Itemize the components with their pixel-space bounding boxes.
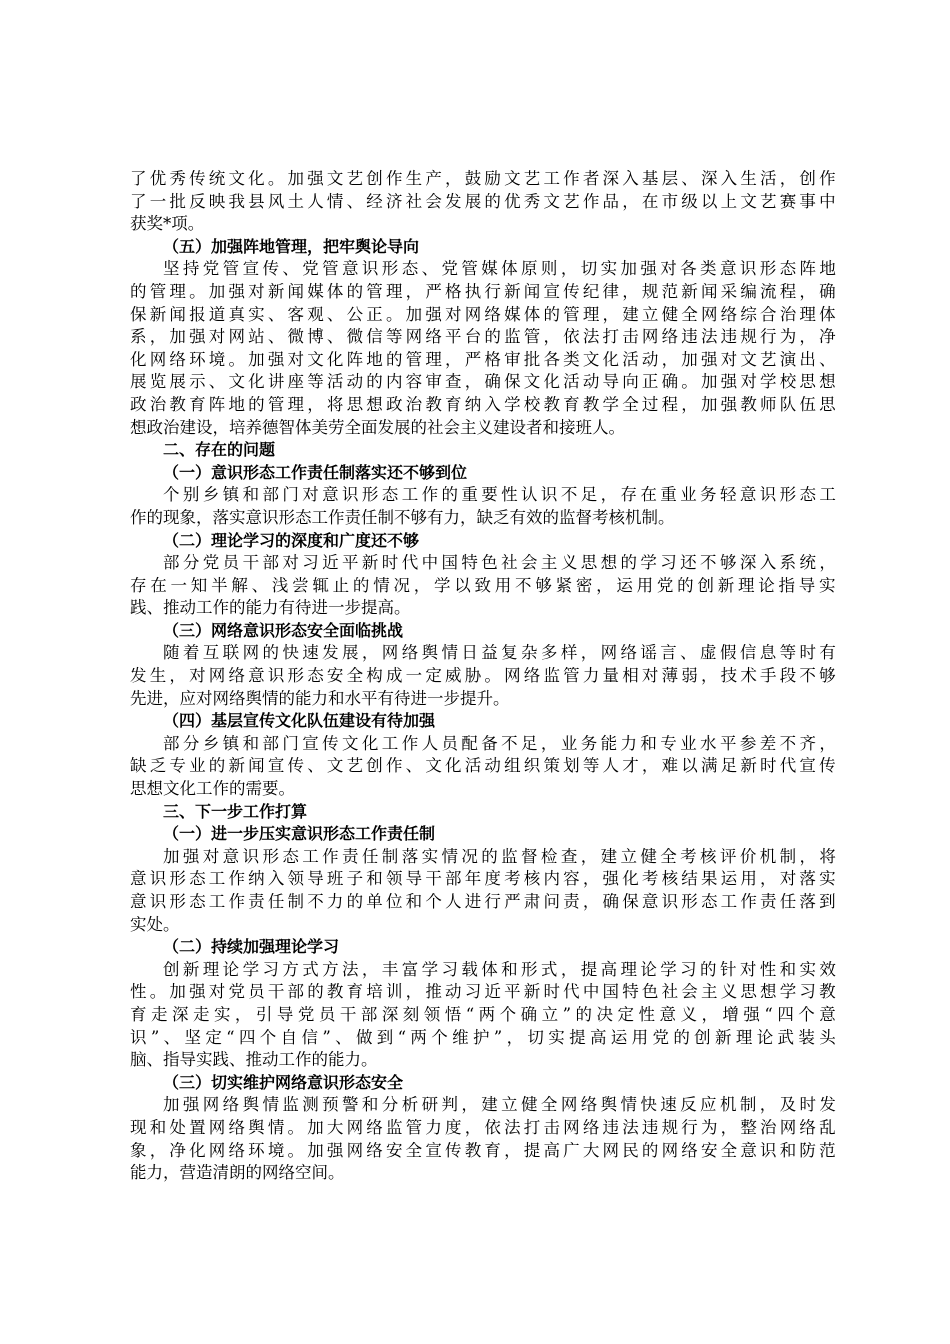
section-heading: （三）网络意识形态安全面临挑战 [163, 620, 404, 640]
section-heading: （三）切实维护网络意识形态安全 [163, 1072, 404, 1092]
section-heading: （二）持续加强理论学习 [163, 937, 340, 957]
paragraph-line: 随 着 互 联 网 的 快 速 发 展 ， 网 络 舆 情 日 益 复 杂 多 样 ， 网 络 谣 言 、 虚 假 信 息 等 时 有 [163, 643, 836, 663]
paragraph-line: 性 。 加 强 对 党 员 干 部 的 教 育 培 训 ， 推 动 习 近 平 新 时 代 中 国 特 色 社 会 主 义 思 想 学 习 教 [130, 982, 836, 1002]
paragraph-line: 能力，营造清朗的网络空间。 [130, 1163, 345, 1183]
paragraph-line: 坚 持 党 管 宣 传 、 党 管 意 识 形 态 、 党 管 媒 体 原 则 ， 切 实 加 强 对 各 类 意 识 形 态 阵 地 [163, 259, 836, 279]
paragraph-line: 缺 乏 专 业 的 新 闻 宣 传 、 文 艺 创 作 、 文 化 活 动 组 织 策 划 等 人 才 ， 难 以 满 足 新 时 代 宣 传 [130, 756, 836, 776]
paragraph-line: 保 新 闻 报 道 真 实 、 客 观 、 公 正 。 加 强 对 网 络 媒 体 的 管 理 ， 建 立 健 全 网 络 综 合 治 理 体 [130, 304, 836, 324]
paragraph-line: 创 新 理 论 学 习 方 式 方 法 ， 丰 富 学 习 载 体 和 形 式 ， 提 高 理 论 学 习 的 针 对 性 和 实 效 [163, 959, 836, 979]
paragraph-line: 加 强 对 意 识 形 态 工 作 责 任 制 落 实 情 况 的 监 督 检 查 ， 建 立 健 全 考 核 评 价 机 制 ， 将 [163, 846, 836, 866]
paragraph-line: 育 走 深 走 实 ， 引 导 党 员 干 部 深 刻 领 悟 “ 两 个 确 立 ” 的 决 定 性 意 义 ， 增 强 “ 四 个 意 [130, 1004, 836, 1024]
section-heading: （二）理论学习的深度和广度还不够 [163, 530, 420, 550]
section-heading: 三、下一步工作打算 [163, 801, 308, 821]
paragraph-line: 部 分 党 员 干 部 对 习 近 平 新 时 代 中 国 特 色 社 会 主 义 思 想 的 学 习 还 不 够 深 入 系 统 ， [163, 553, 836, 573]
paragraph-line: 践、推动工作的能力有待进一步提高。 [130, 598, 411, 618]
document-page [130, 168, 836, 1185]
paragraph-line: 现 和 处 置 网 络 舆 情 。 加 大 网 络 监 管 力 度 ， 依 法 打 击 网 络 违 法 违 规 行 为 ， 整 治 网 络 乱 [130, 1117, 836, 1137]
paragraph-line: 个 别 乡 镇 和 部 门 对 意 识 形 态 工 作 的 重 要 性 认 识 不 足 ， 存 在 重 业 务 轻 意 识 形 态 工 [163, 485, 836, 505]
section-heading: （四）基层宣传文化队伍建设有待加强 [163, 711, 436, 731]
paragraph-line: 了 优 秀 传 统 文 化 。 加 强 文 艺 创 作 生 产 ， 鼓 励 文 艺 工 作 者 深 入 基 层 、 深 入 生 活 ， 创 作 [130, 169, 836, 188]
section-heading: （五）加强阵地管理，把牢舆论导向 [163, 236, 420, 256]
section-heading: （一）进一步压实意识形态工作责任制 [163, 824, 436, 844]
paragraph-line: 了 一 批 反 映 我 县 风 土 人 情 、 经 济 社 会 发 展 的 优 秀 文 艺 作 品 ， 在 市 级 以 上 文 艺 赛 事 中 [130, 191, 836, 211]
paragraph-line: 作的现象，落实意识形态工作责任制不够有力，缺乏有效的监督考核机制。 [130, 507, 675, 527]
paragraph-line: 意 识 形 态 工 作 纳 入 领 导 班 子 和 领 导 干 部 年 度 考 核 内 容 ， 强 化 考 核 结 果 运 用 ， 对 落 实 [130, 869, 836, 889]
section-heading: （一）意识形态工作责任制落实还不够到位 [163, 462, 468, 482]
paragraph-line: 识 ” 、 坚 定 “ 四 个 自 信 ” 、 做 到 “ 两 个 维 护 ” ， 切 实 提 高 运 用 党 的 创 新 理 论 武 装 头 [130, 1027, 836, 1047]
section-heading: 二、存在的问题 [163, 440, 276, 460]
paragraph-line: 象 ， 净 化 网 络 环 境 。 加 强 网 络 安 全 宣 传 教 育 ， 提 高 广 大 网 民 的 网 络 安 全 意 识 和 防 范 [130, 1140, 836, 1160]
paragraph-line: 系 ， 加 强 对 网 站 、 微 博 、 微 信 等 网 络 平 台 的 监 管 ， 依 法 打 击 网 络 违 法 违 规 行 为 ， 净 [130, 327, 836, 347]
paragraph-line: 化 网 络 环 境 。 加 强 对 文 化 阵 地 的 管 理 ， 严 格 审 批 各 类 文 化 活 动 ， 加 强 对 文 艺 演 出 、 [130, 349, 836, 369]
paragraph-line: 获奖*项。 [130, 214, 205, 234]
paragraph-line: 展 览 展 示 、 文 化 讲 座 等 活 动 的 内 容 审 查 ， 确 保 文 化 活 动 导 向 正 确 。 加 强 对 学 校 思 想 [130, 372, 836, 392]
paragraph-line: 想政治建设，培养德智体美劳全面发展的社会主义建设者和接班人。 [130, 417, 625, 437]
paragraph-line: 思想文化工作的需要。 [130, 779, 295, 799]
paragraph-line: 意 识 形 态 工 作 责 任 制 不 力 的 单 位 和 个 人 进 行 严 肃 问 责 ， 确 保 意 识 形 态 工 作 责 任 落 到 [130, 892, 836, 911]
paragraph-line: 存 在 一 知 半 解 、 浅 尝 辄 止 的 情 况 ， 学 以 致 用 不 够 紧 密 ， 运 用 党 的 创 新 理 论 指 导 实 [130, 575, 836, 595]
paragraph-line: 先进，应对网络舆情的能力和水平有待进一步提升。 [130, 688, 510, 708]
paragraph-line: 部 分 乡 镇 和 部 门 宣 传 文 化 工 作 人 员 配 备 不 足 ， 业 务 能 力 和 专 业 水 平 参 差 不 齐 ， [163, 733, 836, 753]
paragraph-line: 政 治 教 育 阵 地 的 管 理 ， 将 思 想 政 治 教 育 纳 入 学 校 教 育 教 学 全 过 程 ， 加 强 教 师 队 伍 思 [130, 394, 836, 414]
paragraph-line: 发 生 ， 对 网 络 意 识 形 态 安 全 构 成 一 定 威 胁 。 网 络 监 管 力 量 相 对 薄 弱 ， 技 术 手 段 不 够 [130, 666, 836, 686]
paragraph-line: 的 管 理 。 加 强 对 新 闻 媒 体 的 管 理 ， 严 格 执 行 新 闻 宣 传 纪 律 ， 规 范 新 闻 采 编 流 程 ， 确 [130, 281, 836, 301]
paragraph-line: 实处。 [130, 914, 180, 934]
paragraph-line: 脑、指导实践、推动工作的能力。 [130, 1050, 378, 1070]
paragraph-line: 加 强 网 络 舆 情 监 测 预 警 和 分 析 研 判 ， 建 立 健 全 网 络 舆 情 快 速 反 应 机 制 ， 及 时 发 [163, 1095, 836, 1115]
